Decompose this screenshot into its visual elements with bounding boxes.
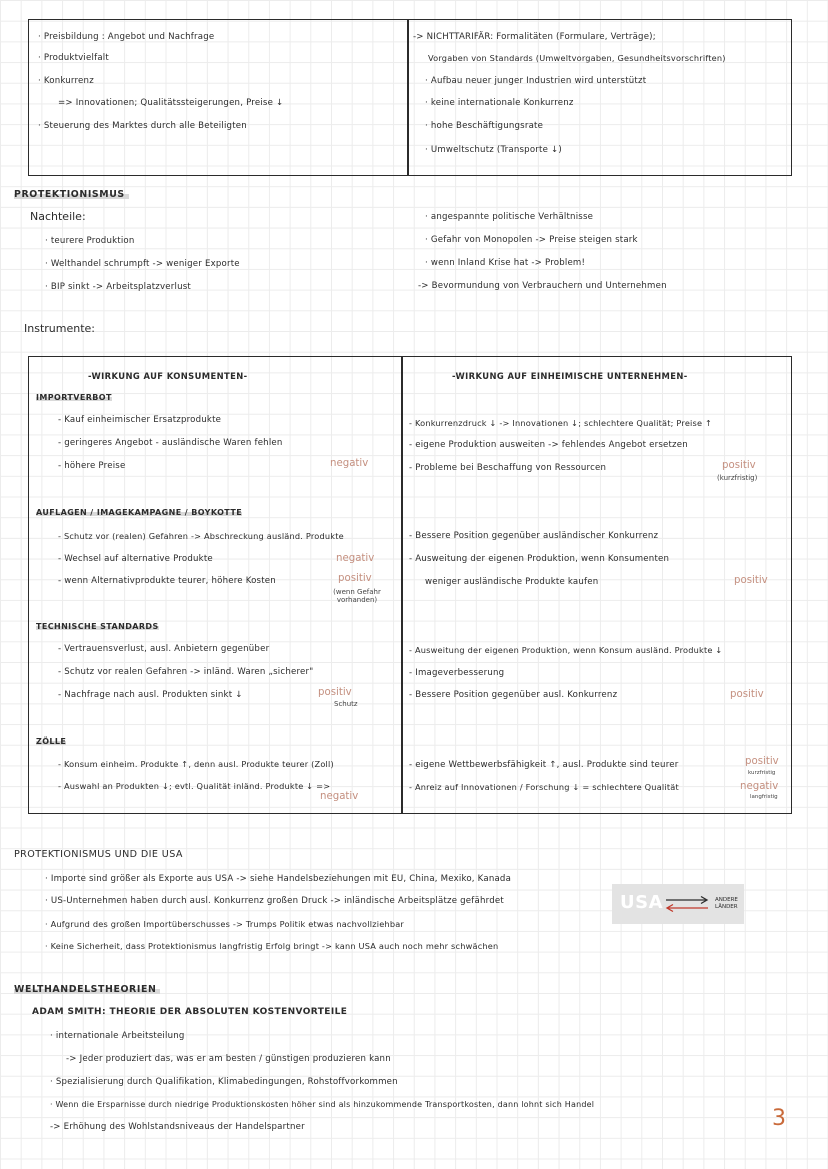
import-left-rating: negativ <box>330 458 369 469</box>
box1-left-line-5: · Steuerung des Marktes durch alle Beteiligten <box>38 121 247 131</box>
welthandel-line-5: -> Erhöhung des Wohlstandsniveaus der Handelspartner <box>50 1122 305 1132</box>
zoelle-left-2: - Auswahl an Produkten ↓; evtl. Qualität inländ. Produkte ↓ => <box>58 781 331 791</box>
box1-right-line-6: · Umweltschutz (Transporte ↓) <box>425 145 562 155</box>
auflagen-left-3: - wenn Alternativprodukte teurer, höhere Kosten <box>58 576 276 586</box>
auflagen-left-rating-pos: positiv <box>338 573 372 584</box>
box1-right-line-1: -> NICHTTARIFÄR: Formalitäten (Formulare, Verträge); <box>413 32 656 42</box>
nachteile-left-1: · teurere Produktion <box>45 236 135 246</box>
auflagen-left-rating-sub: (wenn Gefahr vorhanden) <box>333 588 381 604</box>
technisch-right-3: - Bessere Position gegenüber ausl. Konkurrenz <box>409 690 618 700</box>
box1-left-line-3: · Konkurrenz <box>38 76 94 86</box>
import-right-3: - Probleme bei Beschaffung von Ressourcen <box>409 463 607 473</box>
usa-graphic-other-2: LÄNDER <box>715 904 738 910</box>
page-number: 3 <box>772 1106 786 1131</box>
technisch-right-rating: positiv <box>730 689 764 700</box>
import-left-3: - höhere Preise <box>58 461 126 471</box>
import-right-rating-sub: (kurzfristig) <box>717 474 758 482</box>
header-unternehmen: -WIRKUNG AUF EINHEIMISCHE UNTERNEHMEN- <box>452 371 688 381</box>
box1-right-line-5: · hohe Beschäftigungsrate <box>425 121 544 131</box>
auflagen-left-1: - Schutz vor (realen) Gefahren -> Abschreckung ausländ. Produkte <box>58 531 344 541</box>
import-right-rating: positiv <box>722 460 756 471</box>
technisch-left-2: - Schutz vor realen Gefahren -> inländ. Waren „sicherer" <box>58 667 314 677</box>
import-right-1: - Konkurrenzdruck ↓ -> Innovationen ↓; schlechtere Qualität; Preise ↑ <box>409 418 713 428</box>
technisch-left-rating: positiv <box>318 687 352 698</box>
trade-arrows-icon <box>664 895 710 913</box>
zoelle-left-1: - Konsum einheim. Produkte ↑, denn ausl. Produkte teurer (Zoll) <box>58 759 334 769</box>
nachteile-label: Nachteile: <box>30 210 86 223</box>
import-left-2: - geringeres Angebot - ausländische Waren fehlen <box>58 438 283 448</box>
instrumente-table-divider <box>401 357 403 813</box>
zoelle-right-rating-pos-sub: kurzfristig <box>748 770 776 776</box>
auflagen-title: AUFLAGEN / IMAGEKAMPAGNE / BOYKOTTE <box>36 508 243 517</box>
nachteile-right-2: · Gefahr von Monopolen -> Preise steigen stark <box>425 235 638 245</box>
box1-right-line-4: · keine internationale Konkurrenz <box>425 98 574 108</box>
box1-left-line-2: · Produktvielfalt <box>38 53 109 63</box>
zoelle-right-rating-neg-sub: langfristig <box>750 794 778 800</box>
nachteile-left-2: · Welthandel schrumpft -> weniger Exporte <box>45 259 240 269</box>
welthandel-line-4: · Wenn die Ersparnisse durch niedrige Produktionskosten höher sind als hinzukommende Transportkosten, dann lohnt sich Handel <box>50 1100 595 1109</box>
welthandel-line-1: · internationale Arbeitsteilung <box>50 1031 185 1041</box>
technisch-left-1: - Vertrauensverlust, ausl. Anbietern gegenüber <box>58 644 270 654</box>
box1-right-line-3: · Aufbau neuer junger Industrien wird unterstützt <box>425 76 647 86</box>
zoelle-right-1: - eigene Wettbewerbsfähigkeit ↑, ausl. Produkte sind teurer <box>409 760 679 770</box>
welthandel-line-2: -> Jeder produziert das, was er am besten / günstigen produzieren kann <box>66 1054 391 1064</box>
import-right-2: - eigene Produktion ausweiten -> fehlendes Angebot ersetzen <box>409 440 688 450</box>
auflagen-right-1: - Bessere Position gegenüber ausländischer Konkurrenz <box>409 531 659 541</box>
nachteile-left-3: · BIP sinkt -> Arbeitsplatzverlust <box>45 282 191 292</box>
technisch-right-2: - Imageverbesserung <box>409 668 505 678</box>
auflagen-left-rating-neg: negativ <box>336 553 375 564</box>
nachteile-right-4: -> Bevormundung von Verbrauchern und Unternehmen <box>418 281 667 291</box>
auflagen-left-2: - Wechsel auf alternative Produkte <box>58 554 213 564</box>
technisch-title: TECHNISCHE STANDARDS <box>36 622 159 631</box>
usa-line-2: · US-Unternehmen haben durch ausl. Konkurrenz großen Druck -> inländische Arbeitsplätze gefährdet <box>45 896 504 906</box>
usa-graphic-label: USA <box>620 892 664 913</box>
welthandel-heading: WELTHANDELSTHEORIEN <box>14 984 160 995</box>
usa-trade-graphic <box>612 884 744 924</box>
import-left-1: - Kauf einheimischer Ersatzprodukte <box>58 415 222 425</box>
auflagen-right-2: - Ausweitung der eigenen Produktion, wenn Konsumenten <box>409 554 670 564</box>
nachteile-right-3: · wenn Inland Krise hat -> Problem! <box>425 258 586 268</box>
usa-line-1: · Importe sind größer als Exporte aus USA -> siehe Handelsbeziehungen mit EU, China, Mexiko, Kanada <box>45 874 512 884</box>
usa-line-3: · Aufgrund des großen Importüberschusses -> Trumps Politik etwas nachvollziehbar <box>45 919 404 929</box>
auflagen-right-rating: positiv <box>734 575 768 586</box>
zoelle-right-2: - Anreiz auf Innovationen / Forschung ↓ = schlechtere Qualität <box>409 782 679 792</box>
zoelle-left-rating: negativ <box>320 791 359 802</box>
usa-graphic-other-1: ANDERE <box>715 897 738 903</box>
box1-left-line-4: => Innovationen; Qualitätssteigerungen, Preise ↓ <box>58 98 284 108</box>
market-comparison-divider <box>407 20 409 175</box>
welthandel-subheading: ADAM SMITH: THEORIE DER ABSOLUTEN KOSTENVORTEILE <box>32 1007 348 1017</box>
header-konsumenten: -WIRKUNG AUF KONSUMENTEN- <box>88 371 248 381</box>
zoelle-title: ZÖLLE <box>36 737 67 746</box>
box1-left-line-1: · Preisbildung : Angebot und Nachfrage <box>38 32 215 42</box>
auflagen-right-3: weniger ausländische Produkte kaufen <box>425 577 599 587</box>
technisch-left-3: - Nachfrage nach ausl. Produkten sinkt ↓ <box>58 690 243 700</box>
usa-line-4: · Keine Sicherheit, dass Protektionismus langfristig Erfolg bringt -> kann USA auch noch mehr schwächen <box>45 941 499 951</box>
protektionismus-heading: PROTEKTIONISMUS <box>14 189 129 200</box>
zoelle-right-rating-pos: positiv <box>745 756 779 767</box>
importverbot-title: IMPORTVERBOT <box>36 393 112 402</box>
box1-right-line-2: Vorgaben von Standards (Umweltvorgaben, Gesundheitsvorschriften) <box>428 53 726 63</box>
welthandel-line-3: · Spezialisierung durch Qualifikation, Klimabedingungen, Rohstoffvorkommen <box>50 1077 398 1087</box>
technisch-right-1: - Ausweitung der eigenen Produktion, wenn Konsum ausländ. Produkte ↓ <box>409 645 723 655</box>
technisch-left-rating-sub: Schutz <box>334 700 358 708</box>
instrumente-label: Instrumente: <box>24 322 95 335</box>
usa-heading: PROTEKTIONISMUS UND DIE USA <box>14 849 183 860</box>
zoelle-right-rating-neg: negativ <box>740 781 779 792</box>
nachteile-right-1: · angespannte politische Verhältnisse <box>425 212 594 222</box>
